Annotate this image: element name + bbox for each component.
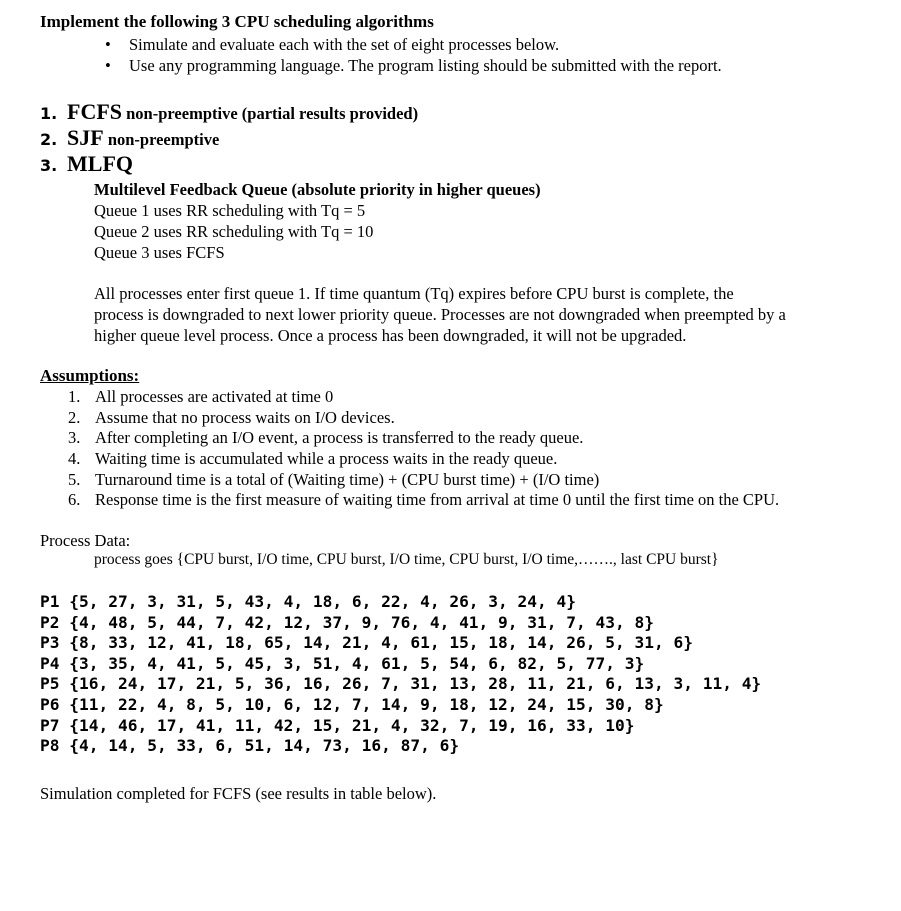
footer-note: Simulation completed for FCFS (see results in table below).: [40, 784, 437, 803]
assumption-text: Waiting time is accumulated while a process waits in the ready queue.: [95, 449, 558, 469]
process-row-p5: P5 {16, 24, 17, 21, 5, 36, 16, 26, 7, 31, 13, 28, 11, 21, 6, 13, 3, 11, 4}: [40, 674, 762, 694]
bullet-item: [105, 34, 722, 55]
mlfq-queue-1: Queue 1 uses RR scheduling with Tq = 5: [94, 201, 366, 220]
paragraph-line: process is downgraded to next lower priority queue. Processes are not downgraded when preempted by a: [94, 305, 786, 324]
assumption-number: 3.: [68, 428, 81, 448]
assumption-item: [68, 469, 779, 490]
mlfq-queue-2: Queue 2 uses RR scheduling with Tq = 10: [94, 222, 374, 241]
paragraph-line: All processes enter first queue 1. If time quantum (Tq) expires before CPU burst is complete, the: [94, 284, 734, 303]
assumption-number: 4.: [68, 449, 81, 469]
bullet-icon: •: [105, 35, 111, 54]
algorithm-item-sjf: [40, 125, 418, 151]
mlfq-paragraph: [94, 283, 864, 346]
assumption-number: 6.: [68, 490, 81, 510]
process-row-p3: P3 {8, 33, 12, 41, 18, 65, 14, 21, 4, 61, 15, 18, 14, 26, 5, 31, 6}: [40, 633, 693, 653]
process-row-p7: P7 {14, 46, 17, 41, 11, 42, 15, 21, 4, 32, 7, 19, 16, 33, 10}: [40, 715, 635, 735]
assumption-number: 1.: [68, 387, 81, 406]
process-row-p1: P1 {5, 27, 3, 31, 5, 43, 4, 18, 6, 22, 4, 26, 3, 24, 4}: [40, 592, 577, 611]
assignment-heading: Implement the following 3 CPU scheduling algorithms: [40, 12, 434, 31]
process-data-description: process goes {CPU burst, I/O time, CPU burst, I/O time, CPU burst, I/O time,……., last CPU burst}: [94, 551, 719, 568]
algorithm-number: 3.: [40, 156, 58, 175]
process-row-p8: P8 {4, 14, 5, 33, 6, 51, 14, 73, 16, 87, 6}: [40, 736, 460, 756]
process-row-p6: P6 {11, 22, 4, 8, 5, 10, 6, 12, 7, 14, 9, 18, 12, 24, 15, 30, 8}: [40, 694, 664, 714]
process-list: [40, 592, 761, 757]
algorithm-item-fcfs: [40, 99, 418, 125]
assumption-item: [68, 427, 779, 448]
bullet-text: Simulate and evaluate each with the set of eight processes below.: [129, 35, 560, 54]
assumptions-title: Assumptions:: [40, 366, 140, 385]
assumption-item: [68, 489, 779, 510]
algorithm-name: SJF: [67, 125, 104, 150]
assumption-text: All processes are activated at time 0: [95, 387, 334, 406]
algorithm-name: MLFQ: [67, 151, 133, 176]
assumption-text: Response time is the first measure of waiting time from arrival at time 0 until the first time on the CPU.: [95, 490, 780, 510]
assumption-item: [68, 386, 779, 407]
algorithm-name: FCFS: [67, 99, 122, 124]
assumption-text: Assume that no process waits on I/O devices.: [95, 407, 395, 427]
algorithm-desc: non-preemptive (partial results provided): [122, 104, 419, 123]
assumption-text: After completing an I/O event, a process is transferred to the ready queue.: [95, 428, 584, 448]
assumption-number: 2.: [68, 407, 81, 427]
bullet-item: [105, 55, 722, 76]
process-row-p4: P4 {3, 35, 4, 41, 5, 45, 3, 51, 4, 61, 5, 54, 6, 82, 5, 77, 3}: [40, 653, 645, 673]
algorithm-list: [40, 99, 418, 177]
mlfq-queue-3: Queue 3 uses FCFS: [94, 243, 225, 262]
assumption-item: [68, 448, 779, 469]
bullet-icon: •: [105, 56, 111, 75]
process-row-p2: P2 {4, 48, 5, 44, 7, 42, 12, 37, 9, 76, 4, 41, 9, 31, 7, 43, 8}: [40, 612, 654, 632]
mlfq-details: [94, 179, 541, 263]
bullet-text: Use any programming language. The program listing should be submitted with the report.: [129, 56, 722, 75]
assumption-text: Turnaround time is a total of (Waiting time) + (CPU burst time) + (I/O time): [95, 469, 600, 489]
algorithm-number: 2.: [40, 130, 58, 149]
assumptions-list: [68, 386, 779, 510]
instruction-bullets: [105, 34, 722, 76]
assumption-number: 5.: [68, 469, 81, 489]
process-data-title: Process Data:: [40, 531, 131, 550]
mlfq-title: Multilevel Feedback Queue (absolute priority in higher queues): [94, 180, 541, 199]
algorithm-number: 1.: [40, 104, 58, 123]
algorithm-desc: non-preemptive: [103, 130, 220, 149]
algorithm-item-mlfq: [40, 151, 418, 177]
paragraph-line: higher queue level process. Once a process has been downgraded, it will not be upgraded.: [94, 326, 687, 345]
assumption-item: [68, 407, 779, 428]
